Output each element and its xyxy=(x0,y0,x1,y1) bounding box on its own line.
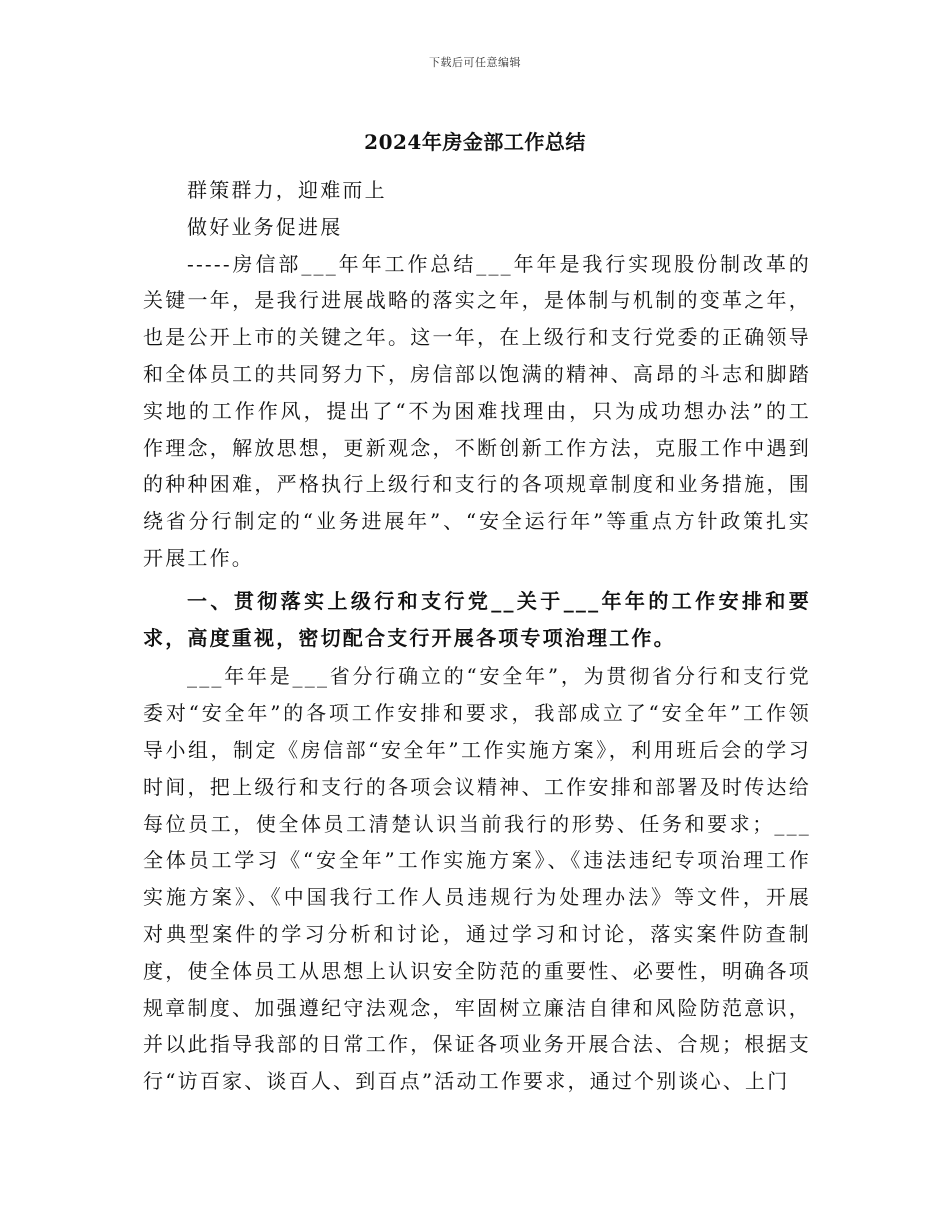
subtitle-line: 做好业务促进展 xyxy=(187,214,343,239)
section-paragraph: ___年年是___省分行确立的“安全年”，为贯彻省分行和支行党委对“安全年”的各项工作安排和要求，我部成立了“安全年”工作领导小组，制定《房信部“安全年”工作实施方案》，利用班后会的学习时间，把上级行和支行的各项会议精神、工作安排和部署及时传达给每位员工，使全体员工清楚认识当前我行的形势、任务和要求；___全体员工学习《“安全年”工作实施方案》、《违法违纪专项治理工作实施方案》、《中国我行工作人员违规行为处理办法》等文件，开展对典型案件的学习分析和讨论，通过学习和讨论，落实案件防查制度，使全体员工从思想上认识安全防范的重要性、必要性，明确各项规章制度、加强遵纪守法观念，牢固树立廉洁自律和风险防范意识，并以此指导我部的日常工作，保证各项业务开展合法、合规；根据支行“访百家、谈百人、到百点”活动工作要求，通过个别谈心、上门 xyxy=(143,664,811,1094)
intro-paragraph: -----房信部___年年工作总结___年年是我行实现股份制改革的关键一年，是我行进展战略的落实之年，是体制与机制的变革之年，也是公开上市的关键之年。这一年，在上级行和支行党委的正确领导和全体员工的共同努力下，房信部以饱满的精神、高昂的斗志和脚踏实地的工作作风，提出了“不为困难找理由，只为成功想办法”的工作理念，解放思想，更新观念，不断创新工作方法，克服工作中遇到的种种困难，严格执行上级行和支行的各项规章制度和业务措施，围绕省分行制定的“业务进展年”、“安全运行年”等重点方针政策扎实开展工作。 xyxy=(143,251,811,570)
section-heading: 一、贯彻落实上级行和支行党__关于___年年的工作安排和要求，高度重视，密切配合支行开展各项专项治理工作。 xyxy=(143,588,811,650)
page-header-note: 下载后可任意编辑 xyxy=(429,56,521,69)
document-title: 2024年房金部工作总结 xyxy=(364,130,586,154)
document-body xyxy=(143,172,811,1100)
subtitle-line: 群策群力，迎难而上 xyxy=(187,178,387,202)
